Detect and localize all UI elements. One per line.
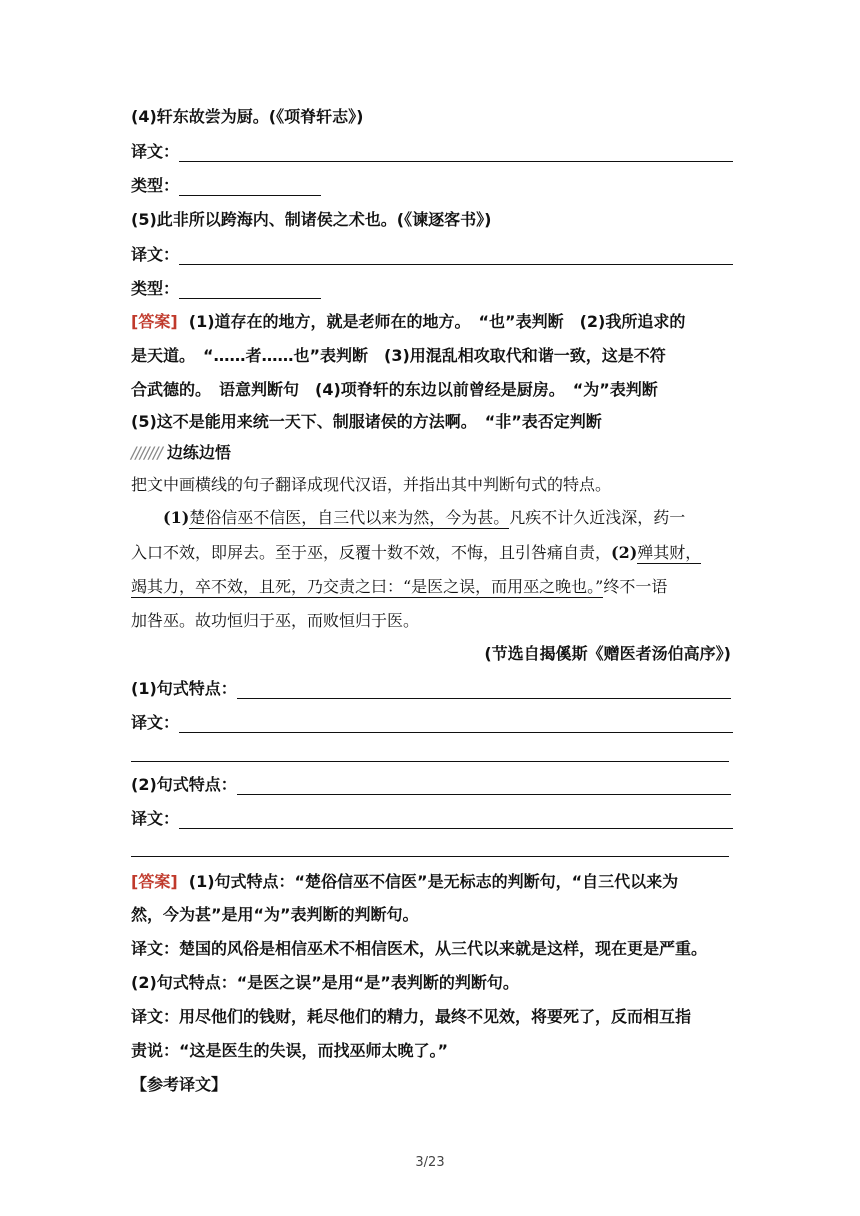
passage-num2: (2): [611, 543, 638, 562]
item4-translation-row: [131, 142, 731, 162]
passage-underline3: 竭其力，卒不效，且死，乃交责之曰：“是医之误，而用巫之晚也。”: [131, 577, 604, 596]
item4-type-label: 类型：: [131, 176, 180, 195]
q1-feature-label: (1)句式特点：: [131, 679, 237, 698]
answer1-line3: 合武德的。 语意判断句 (4)项脊轩的东边以前曾经是厨房。 “为”表判断: [131, 380, 658, 399]
q2-feature-label: (2)句式特点：: [131, 775, 237, 794]
q2-translation-row: [131, 809, 731, 829]
item5-type-blank[interactable]: [179, 281, 321, 299]
q1-translation-label: 译文：: [131, 713, 180, 732]
passage-line2: [131, 543, 731, 563]
answer2-line6: 责说：“这是医生的失误，而找巫师太晚了。”: [131, 1041, 449, 1060]
answer2-line3: 译文：楚国的风俗是相信巫术不相信医术，从三代以来就是这样，现在更是严重。: [131, 939, 708, 958]
passage-text3: 终不一语: [603, 577, 668, 596]
item4-translation-blank[interactable]: [179, 144, 733, 162]
instruction: 把文中画横线的句子翻译成现代汉语，并指出其中判断句式的特点。: [131, 475, 612, 494]
section-mark: ///////: [131, 443, 162, 462]
passage-text2: 入口不效，即屏去。至于巫，反覆十数不效，不悔，且引咎痛自责，: [131, 543, 612, 562]
answer2-line4: (2)句式特点：“是医之误”是用“是”表判断的判断句。: [131, 973, 519, 992]
answer2-line1: [131, 872, 731, 892]
item5-type-label: 类型：: [131, 279, 180, 298]
section-title: 边练边悟: [166, 443, 231, 462]
passage-text1: 凡疾不计久近浅深，药一: [509, 508, 686, 527]
q2-translation-blank-2[interactable]: [131, 856, 729, 857]
section-heading: [131, 443, 731, 463]
item5-translation-label: 译文：: [131, 245, 180, 264]
answer1-tag: [答案]: [131, 312, 178, 331]
answer1-line2: 是天道。 “……者……也”表判断 (3)用混乱相攻取代和谐一致，这是不符: [131, 346, 666, 365]
page-number: 3/23: [415, 1155, 445, 1170]
passage-num1: (1): [163, 508, 190, 527]
passage-line1: [163, 508, 733, 528]
item5-type-row: [131, 279, 731, 299]
item5-sentence: (5)此非所以跨海内、制诸侯之术也。(《谏逐客书》): [131, 210, 492, 229]
passage-line3: [131, 577, 731, 597]
q1-feature-row: [131, 679, 731, 699]
answer1-text1: (1)道存在的地方，就是老师在的地方。 “也”表判断 (2)我所追求的: [188, 312, 686, 331]
passage-underline1: 楚俗信巫不信医，自三代以来为然，今为甚。: [189, 508, 510, 527]
q1-translation-row: [131, 713, 731, 733]
q1-feature-blank[interactable]: [237, 681, 731, 699]
answer2-line5: 译文：用尽他们的钱财，耗尽他们的精力，最终不见效，将要死了，反而相互指: [131, 1007, 692, 1026]
reference-heading: 【参考译文】: [131, 1075, 228, 1094]
q2-feature-row: [131, 775, 731, 795]
q2-feature-blank[interactable]: [237, 777, 731, 795]
item4-sentence: (4)轩东故尝为厨。(《项脊轩志》): [131, 107, 364, 126]
answer1-line1: [131, 312, 731, 332]
answer1-line4: (5)这不是能用来统一天下、制服诸侯的方法啊。 “非”表否定判断: [131, 412, 602, 431]
passage-source: (节选自揭傒斯《赠医者汤伯高序》): [484, 644, 731, 663]
passage-line4: 加咎巫。故功恒归于巫，而败恒归于医。: [131, 611, 420, 630]
item4-type-row: [131, 176, 731, 196]
answer2-line2: 然，今为甚”是用“为”表判断的判断句。: [131, 905, 419, 924]
q2-translation-label: 译文：: [131, 809, 180, 828]
passage-underline2: 殚其财，: [637, 543, 702, 562]
answer2-text1: (1)句式特点：“楚俗信巫不信医”是无标志的判断句，“自三代以来为: [188, 872, 679, 891]
item4-translation-label: 译文：: [131, 142, 180, 161]
item5-translation-row: [131, 245, 731, 265]
q1-translation-blank-2[interactable]: [131, 761, 729, 762]
item5-translation-blank[interactable]: [179, 247, 733, 265]
answer2-tag: [答案]: [131, 872, 178, 891]
q1-translation-blank[interactable]: [179, 715, 733, 733]
item4-type-blank[interactable]: [179, 178, 321, 196]
q2-translation-blank[interactable]: [179, 811, 733, 829]
